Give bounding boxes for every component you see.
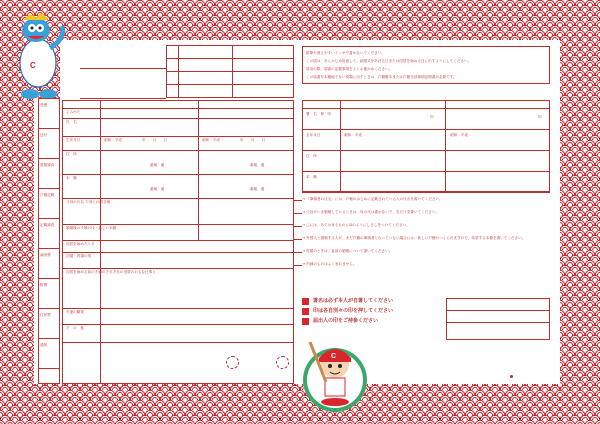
wife-address-number: 番地 番 <box>250 163 265 167</box>
office-use-label: 住民票 <box>40 313 51 317</box>
checklist-bullet-icon <box>302 308 309 315</box>
witness-row-divider <box>302 192 550 193</box>
note-pointer <box>294 226 302 227</box>
right-note-text: → 再婚のときは、直前の婚姻について書いてください。 <box>302 249 393 253</box>
row-divider <box>62 268 294 269</box>
office-use-label: 通知 <box>40 343 48 347</box>
row-label-occupation: 夫妻の職業 <box>66 310 84 314</box>
wife-birth-date: 年 月 日 <box>240 138 266 142</box>
note-text: 届出の際、届書の記載事項をよくお確かめください。 <box>306 67 393 71</box>
wife-seal[interactable] <box>276 356 289 369</box>
row-label-new-name: 婚姻後の夫婦の氏・新しい本籍 <box>66 226 117 230</box>
wife-address-number: 番地 番 <box>250 187 265 191</box>
row-label-first-marriage: 初婚・再婚の別 <box>66 254 92 258</box>
right-note-text: → 父母がいま婚姻しているときは、母の氏は書かないで、名だけを書いてください。 <box>302 210 440 214</box>
office-use-label: 戸籍記載 <box>40 193 55 197</box>
note-pointer <box>294 213 302 214</box>
husband-seal[interactable] <box>226 356 239 369</box>
checklist-item: 署名は必ず本人が自署してください <box>313 298 394 304</box>
row-label-birth: 生年月日 <box>66 138 81 142</box>
witness-era-1: 昭和・平成 <box>344 133 362 137</box>
note-pointer <box>294 252 302 253</box>
office-use-divider <box>38 218 60 219</box>
row-divider <box>62 136 294 137</box>
office-use-divider <box>38 248 60 249</box>
wife-era: 昭和・平成 <box>202 138 220 142</box>
note-pointer <box>294 239 302 240</box>
husband-birth-date: 年 月 日 <box>142 138 168 142</box>
row-divider <box>62 324 294 325</box>
office-use-divider <box>38 308 60 309</box>
row-label-household: 同居を始める前の夫婦のそれぞれの世帯のおもな仕事と <box>66 270 156 274</box>
contact-box <box>446 298 550 340</box>
checklist-bullet-icon <box>302 298 309 305</box>
note-text: 鉛筆や消えやすいインキで書かないでください。 <box>306 51 386 55</box>
office-use-divider <box>38 158 60 159</box>
note-text: この届書を本籍地でない役場に出すときは、戸籍謄本または戸籍全部事項証明書が必要です。 <box>306 75 457 79</box>
note-text: この届は、あらかじめ用意して、結婚式をあげる日または同居を始める日に出すようにしてください。 <box>306 59 472 63</box>
row-label-other: そ の 他 <box>66 326 84 330</box>
row-label-kana: よみかた <box>66 110 81 114</box>
office-use-label: 附票 <box>40 283 48 287</box>
office-use-divider <box>38 188 60 189</box>
right-note-text: → 外国人と婚姻する人が、まだ戸籍の筆頭者となっていない場合には、新しい戸籍がつくられますので、希望する本籍を書いてください。 <box>302 236 526 240</box>
office-use-divider <box>38 368 60 369</box>
row-label-cohabit: 同居を始めたとき <box>66 242 95 246</box>
witness-seal-1: 印 <box>430 115 434 119</box>
row-label-honseki: 本 籍 <box>66 176 77 180</box>
right-note-text: → □には、あてはまるものに☑のようにしるしをつけてください。 <box>302 223 410 227</box>
svg-text:C: C <box>30 61 36 70</box>
office-use-label: 受理 <box>40 103 48 107</box>
note-pointer <box>294 200 302 201</box>
husband-address-number: 番地 番 <box>150 187 165 191</box>
note-pointer <box>294 265 302 266</box>
husband-address-number: 番地 番 <box>150 163 165 167</box>
office-use-label: 調査票 <box>40 253 51 257</box>
checklist-item: 届出人の印をご持参ください <box>313 318 379 324</box>
office-use-label: 記載調査 <box>40 223 55 227</box>
row-label-name: 氏 名 <box>66 120 77 124</box>
row-divider <box>62 174 294 175</box>
witness-row-divider <box>302 129 550 130</box>
right-note-text: → 「筆頭者の氏名」には、戸籍のはじめに記載されている人の氏名を書いてください。 <box>302 197 443 201</box>
witness-row-label: 本 籍 <box>306 175 317 179</box>
slyly-mascot-icon <box>10 8 68 103</box>
checklist-item: 印は各自別々の印を押してください <box>313 308 394 314</box>
row-divider <box>62 150 294 151</box>
row-divider <box>62 224 294 225</box>
office-use-divider <box>38 278 60 279</box>
right-note-text: → 内縁のものはふくまれません。 <box>302 262 357 266</box>
row-label-parents: 父母の氏名 父母との続き柄 <box>66 200 111 204</box>
row-label-address: 住 所 <box>66 152 77 156</box>
witness-row-label: 生年月日 <box>306 133 321 137</box>
witness-row-divider <box>302 150 550 151</box>
office-use-divider <box>38 338 60 339</box>
office-use-label: 書類調査 <box>40 163 55 167</box>
witness-row-divider <box>302 171 550 172</box>
row-divider <box>62 308 294 309</box>
carp-boy-mascot-icon <box>300 322 370 414</box>
office-use-divider <box>38 128 60 129</box>
office-use-column <box>38 98 60 384</box>
witness-era-2: 昭和・平成 <box>450 133 468 137</box>
checklist-bullet-icon <box>302 318 309 325</box>
row-divider <box>62 240 294 241</box>
witness-row-label: 住 所 <box>306 154 317 158</box>
husband-era: 昭和・平成 <box>104 138 122 142</box>
witness-seal-2: 印 <box>538 115 542 119</box>
svg-text:C: C <box>331 353 337 360</box>
row-divider <box>62 252 294 253</box>
row-divider <box>62 342 294 343</box>
office-use-label: 送付 <box>40 133 48 137</box>
row-divider <box>62 198 294 199</box>
row-divider <box>62 118 294 119</box>
witness-row-label: 署 名 押 印 <box>306 112 332 116</box>
